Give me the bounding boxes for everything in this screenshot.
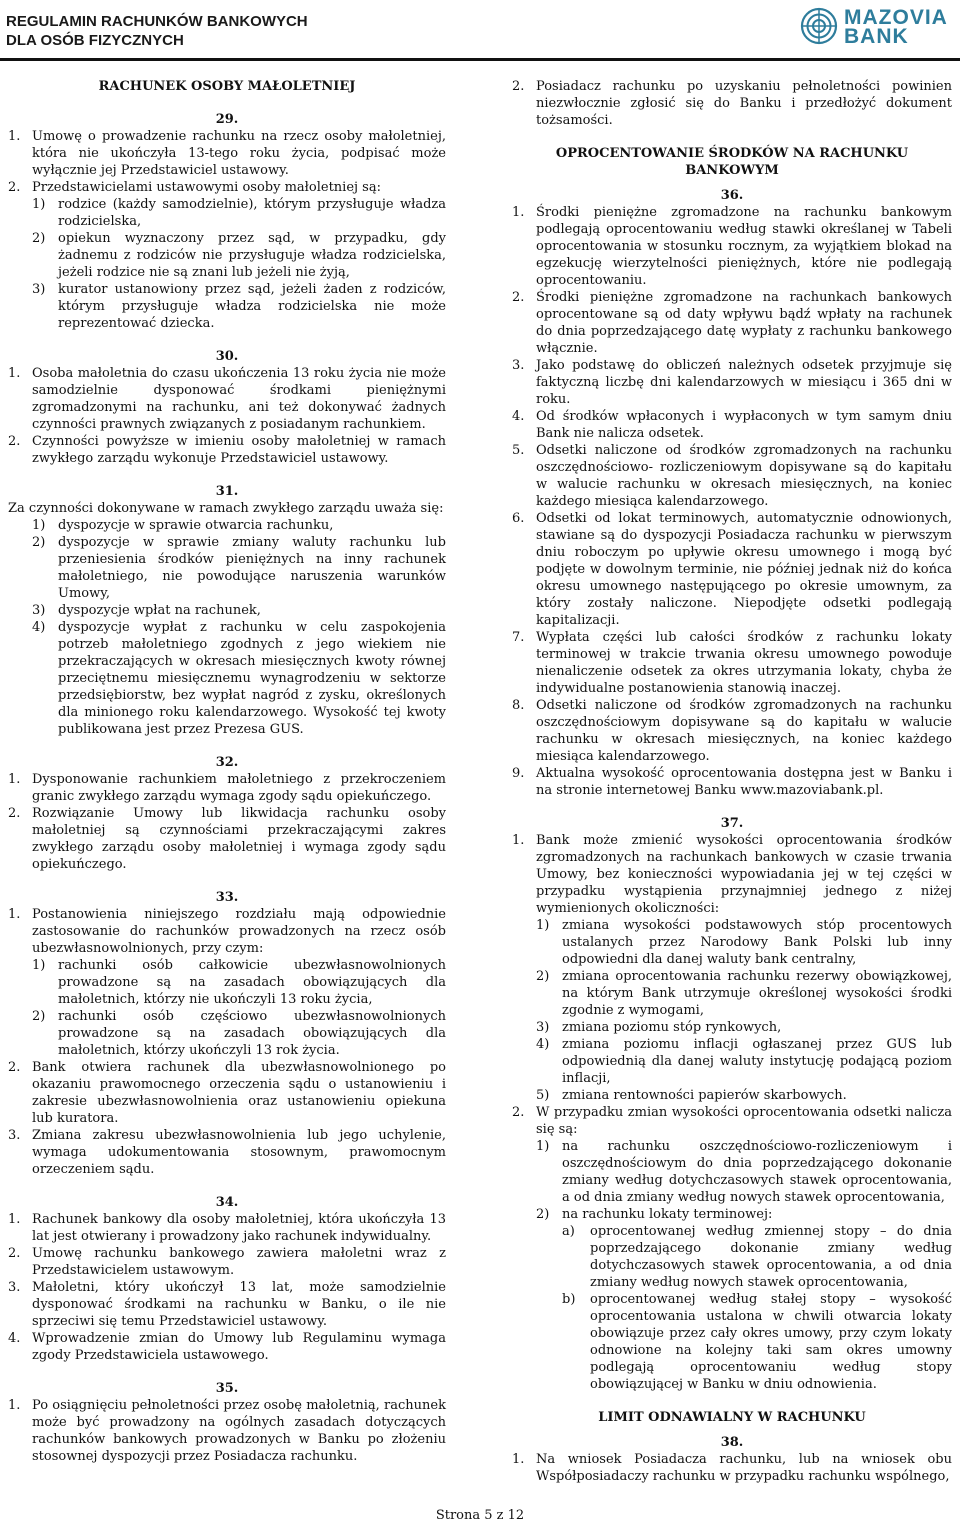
page-header [0, 0, 960, 62]
paragraph-number-31: 31. [215, 484, 239, 499]
bank-emblem-icon [800, 6, 838, 46]
list-item: 8. Odsetki naliczone od środków zgromadzonych na rachunku oszczędnościowym dopisywane są do kapitału w walucie rachunku w okresach miesięcznych, na koniec każdego miesiąca kalendarzowego. [512, 698, 952, 764]
sub-list-item: 1) dyspozycje w sprawie otwarcia rachunku, [32, 518, 334, 533]
list-item: 2. W przypadku zmian wysokości oprocentowania odsetki nalicza się są: [512, 1105, 952, 1137]
list-item: 4. Od środków wpłaconych i wypłaconych w tym samym dniu Bank nie nalicza odsetek. [512, 409, 952, 441]
sub-list-item: 2) zmiana oprocentowania rachunku rezerwy obowiązkowej, na którym Bank utrzymuje określonej wysokości środki zgodnie z wymogami, [536, 969, 952, 1018]
bank-name-line-2: BANK [844, 25, 909, 48]
bank-name [844, 8, 948, 46]
sub-list-item: 1) zmiana wysokości podstawowych stóp procentowych ustalanych przez Narodowy Bank Polski lub inny odpowiedni dla danej waluty bank centralny, [536, 918, 952, 967]
sub-list-item: 3) dyspozycje wpłat na rachunek, [32, 603, 261, 618]
sub-list-item: 3) kurator ustanowiony przez sąd, jeżeli żaden z rodziców, którym przysługuje władza rodzicielska nie może reprezentować dziecka. [32, 282, 446, 331]
paragraph-number-37: 37. [720, 816, 744, 831]
sub-list-item: 3) zmiana poziomu stóp rynkowych, [536, 1020, 782, 1035]
list-item: 3. Małoletni, który ukończył 13 lat, może samodzielnie dysponować środkami na rachunku w Banku, o ile nie sprzeciwi się temu Przedstawiciel ustawowy. [8, 1280, 446, 1329]
list-item: 7. Wypłata części lub całości środków z rachunku lokaty terminowej w trakcie trwania okresu umownego powoduje nienaliczenie odsetek za okres utrzymania lokaty, chyba że indywidualne postanowienia stanowią inaczej. [512, 630, 952, 696]
sub-list-item: 1) na rachunku oszczędnościowo-rozliczeniowym i oszczędnościowym do dnia poprzedzającego dokonanie zmiany według dotychczasowych stawek oprocentowania, a od dnia zmiany według nowych stawek oprocentowania, [536, 1139, 952, 1205]
left-column [8, 78, 446, 1465]
paragraph-number-32: 32. [215, 755, 239, 770]
sub-list-item: 2) opiekun wyznaczony przez sąd, w przypadku, gdy żadnemu z rodziców nie przysługuje władza rodzicielska, jeżeli rodzice nie są znani lub jeżeli nie żyją, [32, 231, 446, 280]
paragraph-number-30: 30. [215, 349, 239, 364]
sub-list-item: 5) zmiana rentowności papierów skarbowych. [536, 1088, 847, 1103]
paragraph-number-34: 34. [215, 1195, 239, 1210]
list-item: 1. Rachunek bankowy dla osoby małoletniej, która ukończyła 13 lat jest otwierany i prowadzony jako rachunek indywidualny. [8, 1212, 446, 1244]
list-item: 1. Po osiągnięciu pełnoletności przez osobę małoletnią, rachunek może być prowadzony na ogólnych zasadach dotyczących rachunków bankowych prowadzonych w Banku po złożeniu stosownej dyspozycji przez Posiadacza rachunku. [8, 1398, 446, 1464]
sub-list-item: 1) rodzice (każdy samodzielnie), którym przysługuje władza rodzicielska, [32, 197, 446, 229]
list-item: 3. Jako podstawę do obliczeń należnych odsetek przyjmuje się faktyczną liczbę dni kalendarzowych w miesiącu i 365 dni w roku. [512, 358, 952, 407]
sub-list-item: 4) zmiana poziomu inflacji ogłaszanej przez GUS lub odpowiednią dla danej waluty instytucję podającą poziom inflacji, [536, 1037, 952, 1086]
sub-list-item: 2) na rachunku lokaty terminowej: [536, 1207, 773, 1222]
paragraph-intro: Za czynności dokonywane w ramach zwykłego zarządu uważa się: [8, 501, 444, 516]
document-title [6, 12, 308, 50]
list-item: 2. Środki pieniężne zgromadzone na rachunkach bankowych oprocentowane są od daty wpływu bądź wpłaty na rachunek do dnia poprzedzającego datę wypłaty z rachunku bankowego włącznie. [512, 290, 952, 356]
section-heading-interest: OPROCENTOWANIE ŚRODKÓW NA RACHUNKU BANKOWYM [555, 146, 909, 178]
header-rule [0, 58, 960, 61]
list-item: 2. Czynności powyższe w imieniu osoby małoletniej w ramach zwykłego zarządu wykonuje Przedstawiciel ustawowy. [8, 434, 446, 466]
list-item: 1. Osoba małoletnia do czasu ukończenia 13 roku życia nie może samodzielnie dysponować środkami pieniężnymi zgromadzonymi na rachunku, ani też dokonywać żadnych czynności prawnych związanych z posiadanym rachunkiem. [8, 366, 446, 432]
list-item: 4. Wprowadzenie zmian do Umowy lub Regulaminu wymaga zgody Przedstawiciela ustawowego. [8, 1331, 446, 1363]
sub-list-item: 4) dyspozycje wypłat z rachunku w celu zaspokojenia potrzeb małoletniego zgodnych z jego wiekiem nie przekraczających w okresach miesięcznych kwoty równej przeciętnemu miesięcznemu wynagrodzeniu w sektorze przedsiębiorstw, bez wypłat nagród z zysku, określonych dla minionego roku kalendarzowego. Wysokość tej kwoty publikowana jest przez Prezesa GUS. [32, 620, 446, 737]
list-item: 1. Na wniosek Posiadacza rachunku, lub na wniosek obu Współposiadaczy rachunku w przypadku rachunku wspólnego, [512, 1452, 952, 1484]
right-column [512, 78, 952, 1485]
section-heading-minor-account: RACHUNEK OSOBY MAŁOLETNIEJ [98, 79, 356, 94]
list-item: 1. Postanowienia niniejszego rozdziału mają odpowiednie zastosowanie do rachunków prowadzonych na rzecz osób ubezwłasnowolnionych, przy czym: [8, 907, 446, 956]
sub-list-item: 1) rachunki osób całkowicie ubezwłasnowolnionych prowadzone są na zasadach obowiązujących dla małoletnich, którzy nie ukończyli 13 roku życia, [32, 958, 446, 1007]
list-item: 2. Posiadacz rachunku po uzyskaniu pełnoletności powinien niezwłocznie zgłosić się do Banku i przedłożyć dokument tożsamości. [512, 79, 952, 128]
list-item: 2. Rozwiązanie Umowy lub likwidacja rachunku osoby małoletniej są czynnościami przekraczającymi zakres zwykłego zarządu osoby małoletniej i wymaga zgody sądu opiekuńczego. [8, 806, 446, 872]
list-item: 2. Umowę rachunku bankowego zawiera małoletni wraz z Przedstawicielem ustawowym. [8, 1246, 446, 1278]
page-number: Strona 5 z 12 [435, 1508, 525, 1523]
paragraph-number-35: 35. [215, 1381, 239, 1396]
list-item: 2. Bank otwiera rachunek dla ubezwłasnowolnionego po okazaniu prawomocnego orzeczenia sądu o ustanowieniu i zakresie ubezwłasnowolnienia oraz ustanowieniu opiekuna lub kuratora. [8, 1060, 446, 1126]
mazovia-bank-logo [800, 6, 952, 50]
sub-list-item: 2) rachunki osób częściowo ubezwłasnowolnionych prowadzone są na zasadach obowiązujących dla małoletnich, którzy ukończyli 13 rok życia. [32, 1009, 446, 1058]
sub-sub-list-item: a) oprocentowanej według zmiennej stopy – do dnia poprzedzającego dokonanie zmiany według dotychczasowych stawek oprocentowania, a od dnia zmiany według nowych stawek oprocentowania, [562, 1224, 952, 1290]
paragraph-number-29: 29. [215, 112, 239, 127]
bank-name-line-1: MAZOVIA [844, 6, 948, 29]
paragraph-number-33: 33. [215, 890, 239, 905]
list-item: 3. Zmiana zakresu ubezwłasnowolnienia lub jego uchylenie, wymaga udokumentowania stosownym, prawomocnym orzeczeniem sądu. [8, 1128, 446, 1177]
sub-sub-list-item: b) oprocentowanej według stałej stopy – wysokość oprocentowania ustalona w chwili otwarcia lokaty obowiązuje przez cały okres umowy, przy czym lokaty odnowione na kolejny taki sam okres umowny podlegają oprocentowaniu według stopy obowiązującej w Banku w dniu odnowienia. [562, 1292, 952, 1392]
list-item: 1. Środki pieniężne zgromadzone na rachunku bankowym podlegają oprocentowaniu według stawki określanej w Tabeli oprocentowania w stosunku rocznym, za wyjątkiem blokad na egzekucję wierzytelności pieniężnych, które nie podlegają oprocentowaniu. [512, 205, 952, 288]
section-heading-revolving-limit: LIMIT ODNAWIALNY W RACHUNKU [598, 1410, 866, 1425]
list-item: 2. Przedstawicielami ustawowymi osoby małoletniej są: [8, 180, 381, 195]
paragraph-number-38: 38. [720, 1435, 744, 1450]
list-item: 6. Odsetki od lokat terminowych, automatycznie odnowionych, stawiane są do dyspozycji Posiadacza rachunku w pierwszym dniu roboczym po upływie okresu umownego i mogą być podjęte w dowolnym terminie, nie później jednak niż do końca okresu umownego następującego po okresie umownym, za który zostały naliczone. Niepodjęte odsetki podlegają kapitalizacji. [512, 511, 952, 628]
document-title-line-2: DLA OSÓB FIZYCZNYCH [6, 32, 184, 49]
list-item: 1. Dysponowanie rachunkiem małoletniego z przekroczeniem granic zwykłego zarządu wymaga zgody sądu opiekuńczego. [8, 772, 446, 804]
list-item: 1. Bank może zmienić wysokości oprocentowania środków zgromadzonych na rachunkach bankowych w czasie trwania Umowy, bez konieczności wypowiadania jej w tej części w przypadku wystąpienia przynajmniej jednego z niżej wymienionych okoliczności: [512, 833, 952, 916]
document-title-line-1: REGULAMIN RACHUNKÓW BANKOWYCH [6, 13, 308, 30]
sub-list-item: 2) dyspozycje w sprawie zmiany waluty rachunku lub przeniesienia środków pieniężnych na inny rachunek małoletniego, nie powodujące naruszenia warunków Umowy, [32, 535, 446, 601]
list-item: 1. Umowę o prowadzenie rachunku na rzecz osoby małoletniej, która nie ukończyła 13-tego roku życia, podpisać może wyłącznie jej Przedstawiciel ustawowy. [8, 129, 446, 178]
list-item: 5. Odsetki naliczone od środków zgromadzonych na rachunku oszczędnościowo- rozliczeniowym dopisywane są do kapitału w walucie rachunku w okresach miesięcznych, na koniec każdego miesiąca kalendarzowego. [512, 443, 952, 509]
list-item: 9. Aktualna wysokość oprocentowania dostępna jest w Banku i na stronie internetowej Banku www.mazoviabank.pl. [512, 766, 952, 798]
paragraph-number-36: 36. [720, 188, 744, 203]
